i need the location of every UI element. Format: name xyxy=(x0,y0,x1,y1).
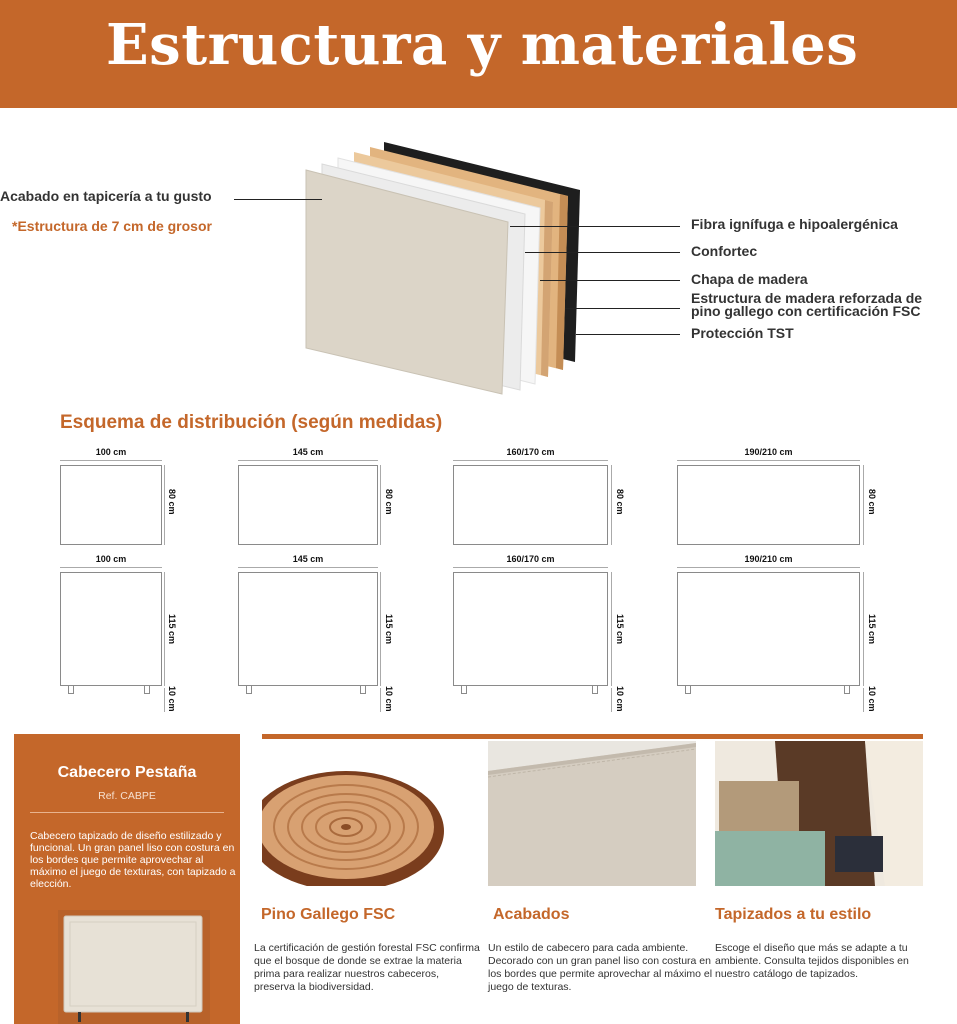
height-dimension-line xyxy=(863,465,864,545)
upholstery-image xyxy=(715,741,923,886)
fibre-label: Fibra ignífuga e hipoalergénica xyxy=(691,216,898,232)
fabric-leader-line xyxy=(234,199,322,200)
structure-leader-line xyxy=(565,308,680,309)
height-label: 115 cm xyxy=(167,614,177,645)
headboard-panel xyxy=(677,572,860,686)
width-label: 145 cm xyxy=(292,447,324,457)
confortec-label: Confortec xyxy=(691,243,758,259)
header-banner xyxy=(0,0,957,108)
layers-illustration xyxy=(0,130,957,410)
height-dimension-line xyxy=(380,465,381,545)
height-label: 80 cm xyxy=(615,489,625,515)
feature-title-pine: Pino Gallego FSC xyxy=(261,906,396,923)
width-dimension-line xyxy=(60,460,162,461)
page-title: Estructura y materiales xyxy=(106,12,859,78)
headboard-panel xyxy=(677,465,860,545)
tst-leader-line xyxy=(576,334,680,335)
headboard-panel xyxy=(60,572,162,686)
width-label: 190/210 cm xyxy=(744,554,793,564)
pine-wood-image xyxy=(262,741,470,886)
headboard-leg xyxy=(68,686,74,694)
height-dimension-line xyxy=(611,465,612,545)
width-dimension-line xyxy=(60,567,162,568)
headboard-panel xyxy=(60,465,162,545)
height-dimension-line xyxy=(164,465,165,545)
product-name: Cabecero Pestaña xyxy=(57,764,197,781)
headboard-leg xyxy=(144,686,150,694)
height-dimension-line xyxy=(380,572,381,686)
height-label: 115 cm xyxy=(384,614,394,645)
headboard-leg xyxy=(685,686,691,694)
confortec-leader-line xyxy=(525,252,680,253)
height-dimension-line xyxy=(164,572,165,686)
headboard-panel xyxy=(453,572,608,686)
leg-dimension-line xyxy=(863,688,864,712)
divider xyxy=(30,812,224,813)
fabric-finish-label: Acabado en tapicería a tu gusto xyxy=(0,188,212,204)
width-label: 100 cm xyxy=(95,447,127,457)
headboard-leg xyxy=(592,686,598,694)
product-ref: Ref. CABPE xyxy=(98,790,156,802)
height-dimension-line xyxy=(611,572,612,686)
feature-text-pine: La certificación de gestión forestal FSC confirma que el bosque de donde se extrae la materia prima para realizar nuestros cabeceros, preserva la biodiversidad. xyxy=(254,942,480,993)
leg-dimension-line xyxy=(611,688,612,712)
product-image xyxy=(58,910,210,1024)
schema-title: Esquema de distribución (según medidas) xyxy=(60,412,443,433)
tst-label: Protección TST xyxy=(691,325,794,341)
product-description: Cabecero tapizado de diseño estilizado y funcional. Un gran panel liso con costura en los bordes que permite aprovechar al máximo el juego de texturas, con tapizado a elección. xyxy=(30,830,236,890)
width-dimension-line xyxy=(677,460,860,461)
height-dimension-line xyxy=(863,572,864,686)
fibre-leader-line xyxy=(510,226,680,227)
width-label: 145 cm xyxy=(292,554,324,564)
headboard-leg xyxy=(360,686,366,694)
height-label: 80 cm xyxy=(867,489,877,515)
width-label: 160/170 cm xyxy=(506,447,555,457)
fabric-swatches-icon xyxy=(715,741,923,886)
leg-height-label: 10 cm xyxy=(384,686,394,712)
wood-slice-icon xyxy=(262,741,470,886)
height-label: 115 cm xyxy=(615,614,625,645)
leg-dimension-line xyxy=(380,688,381,712)
width-dimension-line xyxy=(453,460,608,461)
feature-title-upholstery: Tapizados a tu estilo xyxy=(715,906,872,923)
width-dimension-line xyxy=(238,567,378,568)
feature-title-finishes: Acabados xyxy=(493,906,570,923)
headboard-photo xyxy=(58,910,210,1024)
headboard-leg xyxy=(844,686,850,694)
finish-image xyxy=(488,741,696,886)
width-label: 100 cm xyxy=(95,554,127,564)
fabric-panel-icon xyxy=(488,741,696,886)
layers-section xyxy=(0,130,957,410)
width-label: 190/210 cm xyxy=(744,447,793,457)
width-dimension-line xyxy=(453,567,608,568)
leg-height-label: 10 cm xyxy=(867,686,877,712)
feature-text-finishes: Un estilo de cabecero para cada ambiente. Decorado con un gran panel liso con costura en los bordes que permite aprovechar al máximo el juego de texturas. xyxy=(488,942,713,993)
structure-label-line1: Estructura de madera reforzada de xyxy=(691,290,923,306)
headboard-panel xyxy=(238,572,378,686)
height-label: 80 cm xyxy=(384,489,394,515)
product-card xyxy=(14,734,240,1024)
height-label: 80 cm xyxy=(167,489,177,515)
headboard-leg xyxy=(246,686,252,694)
feature-text-upholstery: Escoge el diseño que más se adapte a tu ambiente. Consulta tejidos disponibles en nuestro catálogo de tapizados. xyxy=(715,942,909,980)
veneer-label: Chapa de madera xyxy=(691,271,808,287)
veneer-leader-line xyxy=(540,280,680,281)
width-dimension-line xyxy=(238,460,378,461)
features-accent-bar xyxy=(262,734,923,739)
leg-dimension-line xyxy=(164,688,165,712)
headboard-leg xyxy=(461,686,467,694)
thickness-note: *Estructura de 7 cm de grosor xyxy=(12,218,212,234)
width-dimension-line xyxy=(677,567,860,568)
headboard-panel xyxy=(453,465,608,545)
leg-height-label: 10 cm xyxy=(167,686,177,712)
structure-label-line2: pino gallego con certificación FSC xyxy=(691,303,921,319)
leg-height-label: 10 cm xyxy=(615,686,625,712)
height-label: 115 cm xyxy=(867,614,877,645)
headboard-panel xyxy=(238,465,378,545)
width-label: 160/170 cm xyxy=(506,554,555,564)
